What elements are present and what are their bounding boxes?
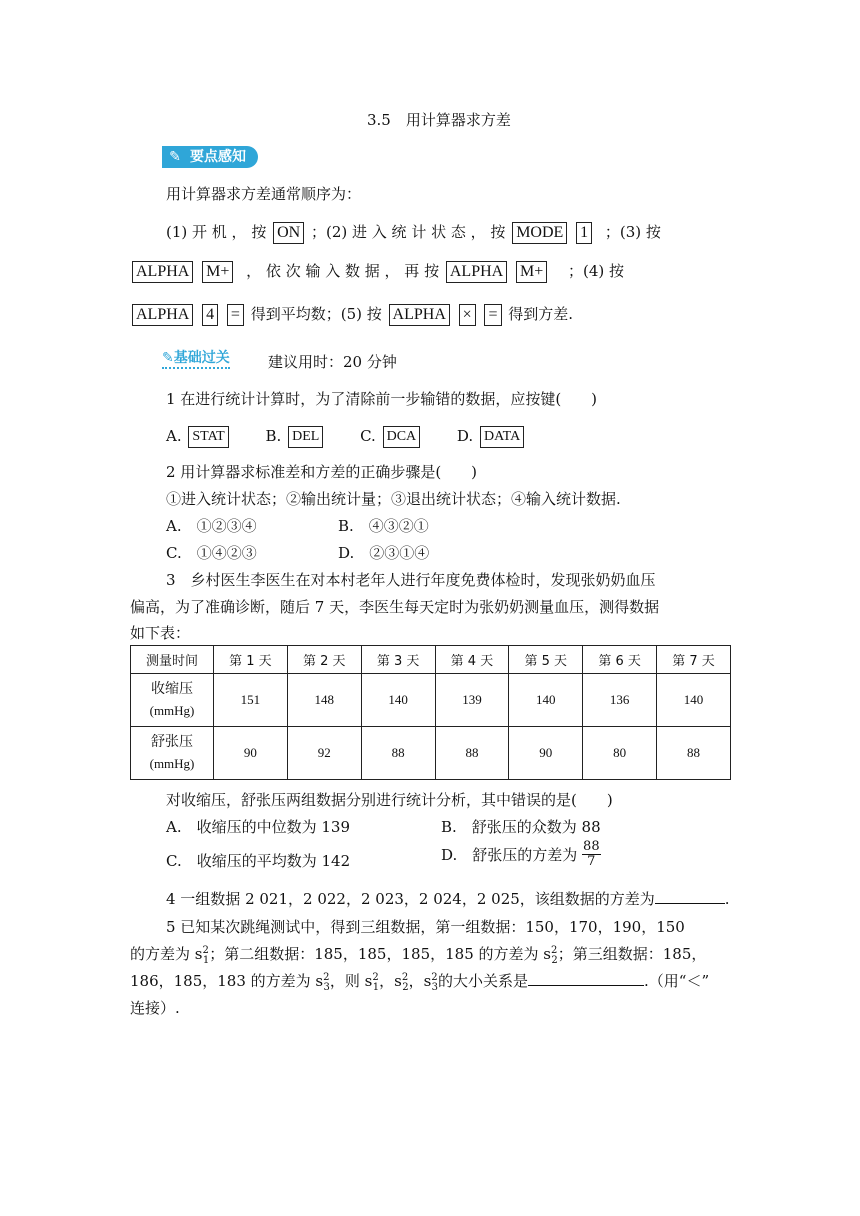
q3-line1: 3 乡村医生李医生在对本村老年人进行年度免费体检时，发现张奶奶血压 bbox=[166, 571, 656, 589]
key-data: DATA bbox=[480, 426, 524, 448]
key-multiply: × bbox=[459, 304, 476, 326]
q5-text: ，s bbox=[379, 972, 402, 990]
q5-text: ，则 s bbox=[329, 972, 373, 990]
q2-option-a: A. ①②③④ bbox=[166, 517, 257, 535]
table-cell: 148 bbox=[287, 674, 361, 727]
page-title: 3.5 用计算器求方差 bbox=[367, 111, 511, 129]
section-badge-label: 要点感知 bbox=[190, 149, 246, 165]
steps-line-2 bbox=[130, 260, 624, 283]
row-label-unit: (mmHg) bbox=[149, 756, 195, 771]
table-header-cell: 第 7 天 bbox=[657, 646, 731, 674]
q5-sup: 2 bbox=[372, 972, 379, 983]
step3-text: ；(3) 按 bbox=[604, 223, 661, 241]
q5-text: ；第二组数据：185，185，185，185 的方差为 s bbox=[209, 945, 551, 963]
suggest-time: 建议用时：20 分钟 bbox=[268, 353, 397, 371]
q5-sup: 2 bbox=[401, 972, 409, 983]
q5-sup: 2 bbox=[202, 945, 209, 956]
table-row bbox=[131, 727, 731, 780]
step5-result-text: 得到方差. bbox=[508, 305, 574, 323]
key-4: 4 bbox=[202, 304, 218, 326]
pushpin-icon: ✎ bbox=[169, 149, 181, 165]
q3-line3: 如下表： bbox=[130, 624, 191, 642]
step2-text: ；(2) 进 入 统 计 状 态 ， 按 bbox=[311, 223, 506, 241]
table-header-cell: 第 2 天 bbox=[287, 646, 361, 674]
q4-end: . bbox=[724, 890, 730, 908]
key-m-plus: M+ bbox=[516, 261, 547, 283]
table-cell: 139 bbox=[435, 674, 509, 727]
q5-line3 bbox=[130, 970, 709, 993]
key-alpha: ALPHA bbox=[446, 261, 507, 283]
steps-line-1 bbox=[166, 221, 661, 244]
q5-sub: 3 bbox=[431, 982, 439, 993]
q2-line2: ①进入统计状态；②输出统计量；③退出统计状态；④输入统计数据. bbox=[166, 490, 621, 508]
table-header-cell: 测量时间 bbox=[131, 646, 214, 674]
section-label-basics bbox=[162, 349, 230, 369]
table-header-cell: 第 6 天 bbox=[583, 646, 657, 674]
q5-sup: 2 bbox=[431, 972, 438, 983]
table-header-cell: 第 1 天 bbox=[214, 646, 288, 674]
section-badge-key-points bbox=[162, 146, 258, 168]
table-header-cell: 第 5 天 bbox=[509, 646, 583, 674]
q5-sub: 2 bbox=[551, 955, 558, 966]
q2-option-d: D. ②③①④ bbox=[338, 544, 430, 562]
q3-line2: 偏高，为了准确诊断，随后 7 天，李医生每天定时为张奶奶测量血压，测得数据 bbox=[130, 598, 660, 616]
table-cell: 88 bbox=[435, 727, 509, 780]
row-label-systolic bbox=[131, 674, 214, 727]
q5-sub: 2 bbox=[402, 982, 409, 993]
q5-text: ；第三组数据：185， bbox=[557, 945, 707, 963]
table-cell: 80 bbox=[583, 727, 657, 780]
q1-options bbox=[166, 426, 526, 448]
q5-text: 的大小关系是 bbox=[438, 972, 529, 990]
q5-sub: 3 bbox=[323, 982, 330, 993]
q5-text: 的方差为 s bbox=[130, 945, 203, 963]
q2-stem: 2 用计算器求标准差和方差的正确步骤是( ) bbox=[166, 463, 478, 481]
q2-option-c: C. ①④②③ bbox=[166, 544, 257, 562]
key-del: DEL bbox=[288, 426, 323, 448]
steps-line-3 bbox=[130, 303, 573, 326]
key-mode: MODE bbox=[512, 222, 567, 244]
table-cell: 88 bbox=[361, 727, 435, 780]
q5-text: .（用“＜” bbox=[644, 972, 710, 990]
table-cell: 88 bbox=[657, 727, 731, 780]
key-equals: = bbox=[227, 304, 244, 326]
section2-label-text: 基础过关 bbox=[173, 350, 230, 366]
fraction-numerator: 88 bbox=[583, 839, 600, 854]
row-label-diastolic bbox=[131, 727, 214, 780]
answer-blank bbox=[528, 971, 644, 986]
q1-stem: 1 在进行统计计算时，为了清除前一步输错的数据，应按键( ) bbox=[166, 390, 598, 408]
q3-option-b: B. 舒张压的众数为 88 bbox=[441, 818, 601, 836]
row-label-unit: (mmHg) bbox=[149, 703, 195, 718]
key-dca: DCA bbox=[383, 426, 421, 448]
pencil-icon: ✎ bbox=[162, 350, 174, 366]
key-m-plus: M+ bbox=[202, 261, 233, 283]
table-cell: 136 bbox=[583, 674, 657, 727]
table-row bbox=[131, 674, 731, 727]
table-cell: 90 bbox=[509, 727, 583, 780]
q3-option-d-text: D. 舒张压的方差为 bbox=[441, 846, 578, 864]
table-header-cell: 第 3 天 bbox=[361, 646, 435, 674]
q5-sub: 1 bbox=[202, 955, 210, 966]
q3-after-table: 对收缩压，舒张压两组数据分别进行统计分析，其中错误的是( ) bbox=[166, 791, 613, 809]
step4-result-text: 得到平均数；(5) 按 bbox=[250, 305, 382, 323]
key-1: 1 bbox=[576, 222, 592, 244]
step1-text: (1) 开 机 ， 按 bbox=[166, 223, 267, 241]
table-cell: 140 bbox=[361, 674, 435, 727]
q5-text: 186，185，183 的方差为 s bbox=[130, 972, 324, 990]
q3-option-d bbox=[441, 840, 601, 869]
q1-option-b-label: B. bbox=[265, 427, 282, 445]
table-cell: 140 bbox=[657, 674, 731, 727]
q1-option-d-label: D. bbox=[456, 427, 474, 445]
answer-blank bbox=[655, 889, 725, 904]
q1-option-a-label: A. bbox=[166, 427, 182, 445]
q3-option-a: A. 收缩压的中位数为 139 bbox=[166, 818, 350, 836]
q3-option-c: C. 收缩压的平均数为 142 bbox=[166, 852, 351, 870]
q1-option-c-label: C. bbox=[360, 427, 376, 445]
q5-line2 bbox=[130, 943, 706, 966]
key-equals: = bbox=[484, 304, 501, 326]
q5-sub: 1 bbox=[372, 982, 380, 993]
q5-line4: 连接）. bbox=[130, 999, 180, 1017]
q5-sup: 2 bbox=[323, 972, 330, 983]
table-cell: 90 bbox=[214, 727, 288, 780]
q2-option-b: B. ④③②① bbox=[338, 517, 429, 535]
fraction bbox=[582, 840, 601, 869]
table-cell: 140 bbox=[509, 674, 583, 727]
q5-line1: 5 已知某次跳绳测试中，得到三组数据，第一组数据：150，170，190，150 bbox=[166, 918, 685, 936]
key-on: ON bbox=[273, 222, 304, 244]
step3-mid-text: ， 依 次 输 入 数 据 ， 再 按 bbox=[246, 262, 440, 280]
fraction-denominator: 7 bbox=[587, 854, 596, 869]
key-alpha: ALPHA bbox=[132, 304, 193, 326]
row-label-text: 收缩压 bbox=[151, 681, 193, 697]
key-alpha: ALPHA bbox=[132, 261, 193, 283]
q5-text: ，s bbox=[408, 972, 432, 990]
blood-pressure-table bbox=[130, 645, 731, 780]
table-cell: 151 bbox=[214, 674, 288, 727]
q4-text: 4 一组数据 2 021，2 022，2 023，2 024，2 025，该组数据的方差为 bbox=[166, 890, 655, 908]
key-stat: STAT bbox=[188, 426, 228, 448]
intro-text: 用计算器求方差通常顺序为： bbox=[166, 185, 362, 203]
table-header-cell: 第 4 天 bbox=[435, 646, 509, 674]
table-header-row bbox=[131, 646, 731, 674]
row-label-text: 舒张压 bbox=[151, 734, 193, 750]
q5-sup: 2 bbox=[550, 945, 558, 956]
step4-text: ；(4) 按 bbox=[568, 262, 625, 280]
key-alpha: ALPHA bbox=[389, 304, 450, 326]
table-cell: 92 bbox=[287, 727, 361, 780]
q4-line bbox=[166, 888, 730, 909]
